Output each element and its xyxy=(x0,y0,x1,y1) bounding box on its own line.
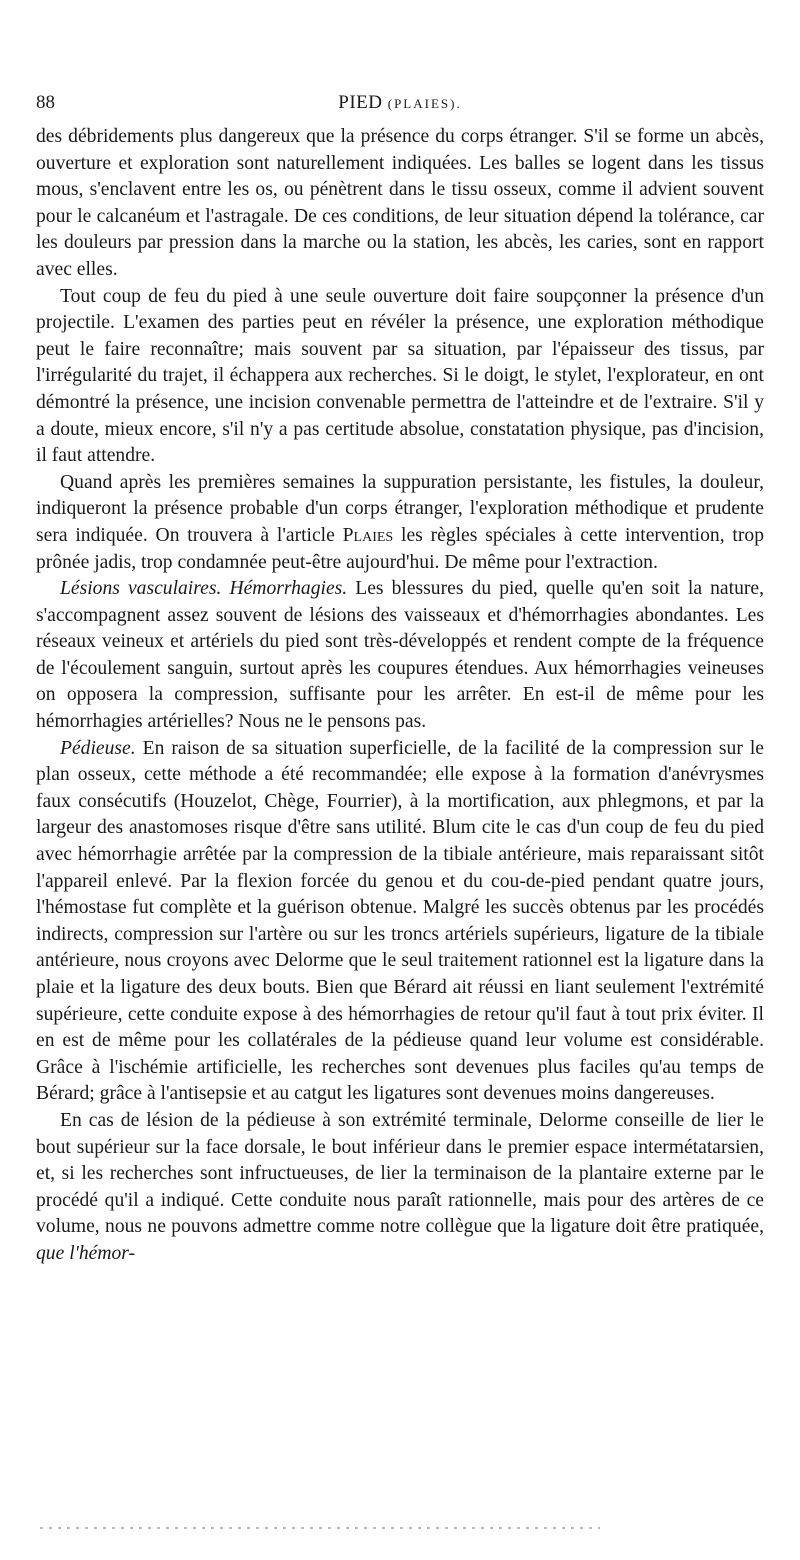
paragraph-3-text-start: Quand après les premières semaines la suppuration persistante, les fistules, la douleur, indiqueront la présence probable d'un corps étranger, l'exploration méthodique et prudente sera indiquée. On trouvera à l'article xyxy=(36,471,764,546)
paragraph-5 xyxy=(36,736,764,1108)
paragraph-1: des débridements plus dangereux que la présence du corps étranger. S'il se forme un abcès, ouverture et exploration sont naturellement indiquées. Les balles se logent dans les tissus mous, s'enclavent entre les os, ou pénètrent dans le tissu osseux, comme il advient souvent pour le calcanéum et l'astragale. De ces conditions, de leur situation dépend la tolérance, car les douleurs par pression dans la marche ou la station, les abcès, les caries, sont en rapport avec elles. xyxy=(36,126,764,280)
running-head xyxy=(36,90,764,118)
running-head-title: PIED xyxy=(338,92,383,113)
paragraph-3-text-end: les règles spéciales à cette intervention, trop prônée jadis, trop condamnée peut-être aujourd'hui. De même pour l'extraction. xyxy=(36,524,764,573)
paragraph-4-text: Les blessures du pied, quelle qu'en soit la nature, s'accompagnent assez souvent de lésions des vaisseaux et d'hémorrhagies abondantes. Les réseaux veineux et artériels du pied sont très-développés et rendent compte de la fréquence de l'écoulement sanguin, surtout après les coupures étendues. Aux hémorrhagies veineuses on opposera la compression, suffisante pour les arrêter. En est-il de même pour les hémorrhagies artérielles? Nous ne le pensons pas. xyxy=(36,578,764,733)
paragraph-5-text: En raison de sa situation superficielle, de la facilité de la compression sur le plan osseux, cette méthode a été recommandée; elle expose à la formation d'anévrysmes faux consécutifs (Houzelot, Chège, Fourrier), à la mortification, aux phlegmons, et par la largeur des anastomoses risque d'être sans utilité. Blum cite le cas d'un coup de feu du pied avec hémorrhagie arrêtée par la compression de la tibiale antérieure, mais reparaissant sitôt l'appareil enlevé. Par la flexion forcée du genou et du cou-de-pied pendant quatre jours, l'hémostase fut complète et la guérison obtenue. Malgré les succès obtenus par les procédés indirects, compression sur l'artère ou sur les troncs artériels supérieurs, ligature de la tibiale antérieure, nous croyons avec Delorme que le seul traitement rationnel est la ligature dans la plaie et la ligature des deux bouts. Bien que Bérard ait réussi en liant seulement l'extrémité supérieure, cette conduite expose à des hémorrhagies de retour qu'il faut à tout prix éviter. Il en est de même pour les collatérales de la pédieuse quand leur volume est considérable. Grâce à l'ischémie artificielle, les recherches sont devenues plus faciles qu'au temps de Bérard; grâce à l'antisepsie et au catgut les ligatures sont devenues moins dangereuses. xyxy=(36,737,764,1105)
page-header xyxy=(36,90,764,124)
paragraph-6-continuation: que l'hémor- xyxy=(36,1242,136,1264)
running-head-subtitle: (PLAIES). xyxy=(387,96,462,111)
paragraph-6-text: En cas de lésion de la pédieuse à son extrémité terminale, Delorme conseille de lier le bout supérieur sur la face dorsale, le bout inférieur dans le premier espace intermétatarsien, et, si les recherches sont infructueuses, de lier la terminaison de la plantaire externe par le procédé qu'il a indiqué. Cette conduite nous paraît rationnelle, mais pour des artères de ce volume, nous ne pouvons admettre comme notre collègue que la ligature doit être pratiquée, xyxy=(36,1109,764,1238)
paragraph-3 xyxy=(36,470,764,576)
page-number: 88 xyxy=(36,92,55,113)
paragraph-2: Tout coup de feu du pied à une seule ouverture doit faire soupçonner la présence d'un projectile. L'examen des parties peut en révéler la présence, une exploration méthodique peut le faire reconnaître; mais souvent par sa situation, par l'épaisseur des tissus, par l'irrégularité du trajet, il échappera aux recherches. Si le doigt, le stylet, l'explorateur, en ont démontré la présence, une incision convenable permettra de l'atteindre et de l'extraire. S'il y a doute, mieux encore, s'il n'y a pas certitude absolue, constatation physique, pas d'incision, il faut attendre. xyxy=(36,285,764,467)
book-page xyxy=(36,90,764,1268)
paragraph-6 xyxy=(36,1108,764,1268)
article-reference: Plaies xyxy=(342,524,394,546)
section-heading-vascular: Lésions vasculaires. Hémorrhagies. xyxy=(60,578,348,600)
paragraph-4 xyxy=(36,576,764,736)
scan-noise xyxy=(40,1527,600,1529)
section-heading-pedieuse: Pédieuse. xyxy=(60,737,136,759)
